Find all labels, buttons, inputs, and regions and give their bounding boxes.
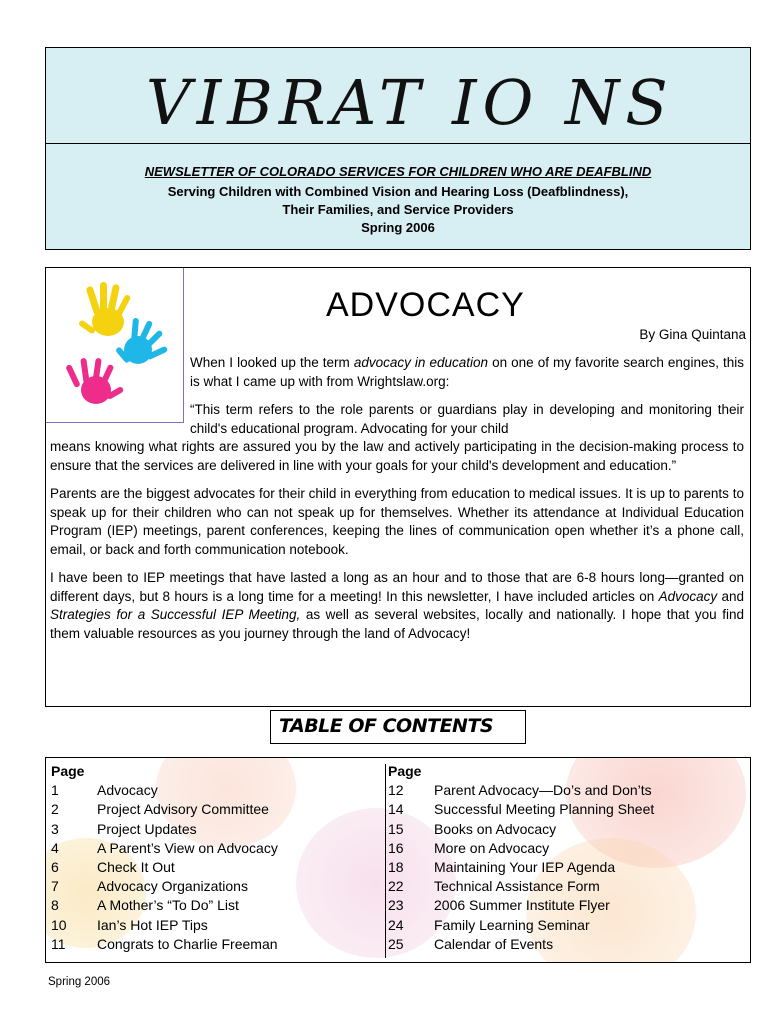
toc-entry [51, 916, 278, 935]
toc-entry-page: 12 [388, 782, 404, 799]
toc-entry-page: 1 [51, 782, 59, 799]
toc-entry-page: 24 [388, 916, 404, 933]
toc-entry-title: Project Updates [97, 820, 197, 837]
toc-entry [51, 800, 278, 819]
toc-entry [51, 877, 278, 896]
toc-entry-title: A Parent’s View on Advocacy [97, 839, 278, 856]
toc-heading: TABLE OF CONTENTS [279, 715, 494, 737]
toc-entry-page: 23 [388, 897, 404, 914]
toc-entry-title: More on Advocacy [434, 839, 550, 856]
toc-entry-page: 18 [388, 859, 404, 876]
toc-entry [51, 935, 278, 954]
toc-heading-box [270, 710, 526, 744]
toc-entry-page: 2 [51, 801, 59, 818]
toc-entry-page: 8 [51, 897, 59, 914]
newsletter-tagline [46, 183, 750, 237]
toc-entry [51, 820, 278, 839]
article-paragraph-3: Parents are the biggest advocates for their child in everything from education to medical issues. It is up to parents to speak up for their children who can not speak up for themselves. Whether its attendance at Individual Education Program (IEP) meetings, parent conferences, keeping the lines of communication open whether it’s a phone call, email, or back and forth communication notebook. [50, 486, 744, 557]
toc-left-column [51, 762, 278, 954]
toc-entry-page: 15 [388, 820, 404, 837]
toc-entry-title: Technical Assistance Form [434, 878, 600, 895]
toc-entry-page: 16 [388, 839, 404, 856]
toc-entry-page: 7 [51, 878, 59, 895]
article-title: ADVOCACY [326, 286, 525, 324]
toc-entry [51, 839, 278, 858]
article-paragraph-2: “This term refers to the role parents or guardians play in developing and monitoring their child's educational program. Advocating for your child means knowing what rights are assured you by the law and actively participating in the decision-making process to ensure that the services are delivered in line with your goals for your child's development and education.” [50, 402, 744, 473]
toc-entry [388, 858, 654, 877]
advocacy-article [45, 267, 751, 707]
toc-entry-title: 2006 Summer Institute Flyer [434, 897, 610, 914]
toc-entry-title: Calendar of Events [434, 935, 554, 952]
masthead-divider [46, 143, 750, 144]
toc-entry-page: 4 [51, 839, 59, 856]
table-of-contents [45, 757, 751, 963]
toc-entry-title: Project Advisory Committee [97, 801, 269, 818]
toc-entry-title: Parent Advocacy—Do’s and Don’ts [434, 782, 652, 799]
toc-entry-title: Check It Out [97, 859, 175, 876]
toc-entry-title: A Mother’s “To Do” List [97, 897, 239, 914]
toc-entry [51, 858, 278, 877]
toc-entry [388, 916, 654, 935]
toc-entry [51, 781, 278, 800]
toc-entry-title: Successful Meeting Planning Sheet [434, 801, 655, 818]
issue-date: Spring 2006 [361, 220, 435, 235]
toc-entry-title: Congrats to Charlie Freeman [97, 935, 278, 952]
yellow-hand-icon [78, 282, 131, 336]
toc-entry-title: Advocacy Organizations [97, 878, 248, 895]
article-byline: By Gina Quintana [639, 327, 746, 342]
toc-entry-title: Maintaining Your IEP Agenda [434, 859, 616, 876]
masthead [45, 47, 751, 250]
toc-entry-page: 11 [51, 935, 66, 952]
toc-entry [388, 820, 654, 839]
toc-right-column [388, 762, 654, 954]
toc-entry-title: Books on Advocacy [434, 820, 557, 837]
toc-entry-page: 6 [51, 859, 59, 876]
toc-entry [388, 800, 654, 819]
newsletter-subtitle: NEWSLETTER OF COLORADO SERVICES FOR CHILDREN WHO ARE DEAFBLIND [144, 164, 652, 179]
toc-entry-page: 14 [388, 801, 404, 818]
toc-entry-title: Ian’s Hot IEP Tips [97, 916, 208, 933]
toc-entry-page: 10 [51, 916, 67, 933]
toc-page-header: Page [388, 763, 422, 779]
tagline-line-2: Their Families, and Service Providers [282, 202, 514, 217]
tagline-line-1: Serving Children with Combined Vision and Hearing Loss (Deafblindness), [167, 184, 629, 199]
newsletter-title: VIBRAT IO NS [146, 66, 674, 139]
toc-entry-page: 25 [388, 935, 404, 952]
toc-entry [388, 896, 654, 915]
toc-column-divider [385, 764, 386, 958]
article-body [50, 354, 744, 653]
page-footer: Spring 2006 [48, 976, 111, 988]
toc-entry [388, 839, 654, 858]
article-paragraph-1: When I looked up the term advocacy in education on one of my favorite search engines, this is what I came up with from Wrightslaw.org: [190, 355, 745, 389]
toc-entry-title: Advocacy [97, 782, 158, 799]
toc-entry [388, 877, 654, 896]
toc-entry [388, 935, 654, 954]
toc-entry-page: 3 [51, 820, 59, 837]
toc-entry [388, 781, 654, 800]
article-paragraph-4: I have been to IEP meetings that have lasted a long as an hour and to those that are 6-8 hours long—granted on different days, but 8 hours is a long time for a meeting! In this newsletter, I have included articles on Advocacy and Strategies for a Successful IEP Meeting, as well as several websites, locally and nationally. I hope that you find them valuable resources as you journey through the land of Advocacy! [50, 570, 745, 641]
toc-entry-page: 22 [388, 878, 404, 895]
toc-entry [51, 896, 278, 915]
toc-entry-title: Family Learning Seminar [434, 916, 590, 933]
toc-page-header: Page [51, 763, 85, 779]
